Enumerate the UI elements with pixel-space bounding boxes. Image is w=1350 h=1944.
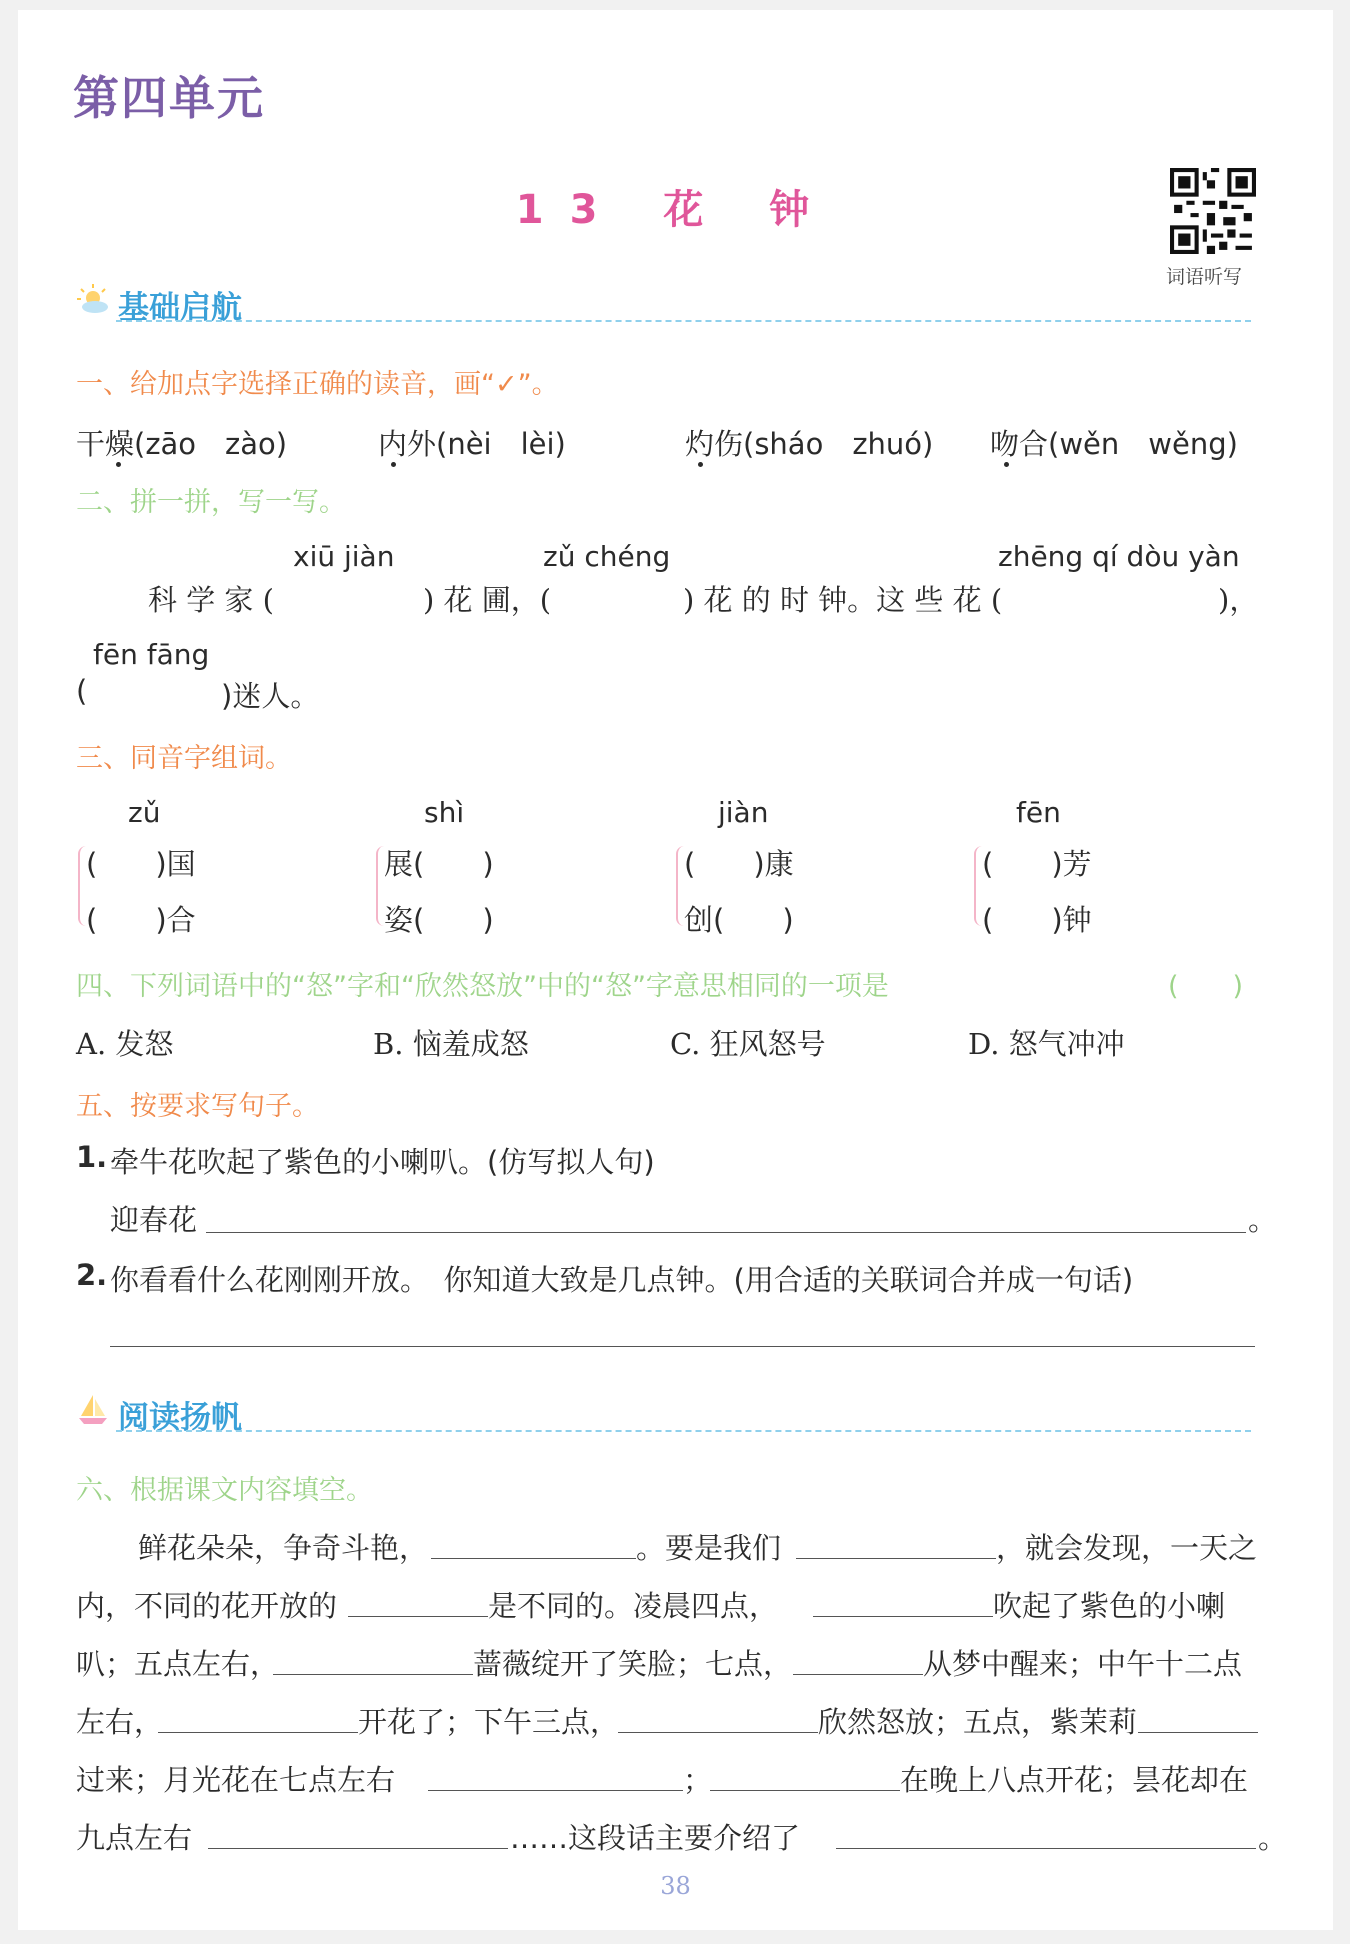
q4-option-d[interactable]: D. 怒气冲冲	[968, 1027, 1125, 1061]
blank-line[interactable]	[1138, 1732, 1258, 1733]
blank-line[interactable]	[208, 1848, 508, 1849]
q5-title: 五、按要求写句子。	[76, 1091, 319, 1122]
q6-line2-b: 是不同的。凌晨四点，	[488, 1589, 779, 1623]
q3-word-4a: ( )芳	[982, 847, 1092, 881]
q5-item-1-number: 1.	[76, 1140, 108, 1174]
q3-word-3a: ( )康	[684, 847, 794, 881]
q3-word-2a: 展( )	[384, 847, 494, 881]
unit-title: 第四单元	[73, 71, 265, 125]
q2-pinyin-2: zǔ chéng	[543, 540, 671, 573]
q4-option-b[interactable]: B. 恼羞成怒	[373, 1027, 529, 1061]
qr-label: 词语听写	[1166, 266, 1243, 288]
q3-word-1b: ( )合	[86, 903, 196, 937]
blank-line[interactable]	[428, 1790, 683, 1791]
q2-text-e: (	[76, 674, 88, 708]
q2-pinyin-3: zhēng qí dòu yàn	[998, 540, 1240, 573]
q2-pinyin-4: fēn fāng	[93, 638, 210, 671]
q6-line6-b: ……这段话主要介绍了	[510, 1821, 801, 1855]
answer-line[interactable]	[206, 1232, 1246, 1233]
answer-line[interactable]	[110, 1346, 1255, 1347]
q1-title: 一、给加点字选择正确的读音，画“✓”。	[76, 369, 559, 400]
q5-sentence-2: 你看看什么花刚刚开放。 你知道大致是几点钟。(用合适的关联词合并成一句话)	[110, 1263, 1134, 1297]
q6-line3-c: 从梦中醒来；中午十二点	[923, 1647, 1243, 1681]
sailboat-icon	[76, 1392, 110, 1426]
q6-line1-a: 鲜花朵朵，争奇斗艳，	[138, 1531, 429, 1565]
qr-code-icon[interactable]	[1170, 168, 1256, 254]
q1-item-4: 吻合(wěn wěng)	[990, 427, 1238, 461]
q6-line1-b: 。要是我们	[636, 1531, 782, 1565]
q3-pinyin-4: fēn	[1016, 796, 1061, 829]
q4-answer-paren[interactable]: ( )	[1168, 971, 1244, 1002]
section-divider	[116, 320, 1251, 322]
q6-line5-b: ；	[683, 1763, 713, 1797]
section-basic-heading: 基础启航	[118, 290, 242, 326]
q6-line3-b: 蔷薇绽开了笑脸；七点，	[473, 1647, 793, 1681]
blank-line[interactable]	[348, 1616, 488, 1617]
q6-line5-a: 过来；月光花在七点左右	[76, 1763, 396, 1797]
q6-line6-c: 。	[1258, 1821, 1288, 1855]
q6-line3-a: 叭；五点左右，	[76, 1647, 280, 1681]
q3-word-1a: ( )国	[86, 847, 196, 881]
blank-line[interactable]	[796, 1558, 996, 1559]
q6-line5-c: 在晚上八点开花；昙花却在	[900, 1763, 1249, 1797]
q6-line2-a: 内，不同的花开放的	[76, 1589, 338, 1623]
q1-item-2: 内外(nèi lèi)	[378, 427, 566, 461]
q5-item-2-number: 2.	[76, 1258, 108, 1292]
blank-line[interactable]	[813, 1616, 993, 1617]
q4-option-a[interactable]: A. 发怒	[76, 1027, 174, 1061]
worksheet-page	[18, 10, 1333, 1930]
blank-line[interactable]	[158, 1732, 358, 1733]
q1-item-3: 灼伤(sháo zhuó)	[685, 427, 934, 461]
q2-title: 二、拼一拼，写一写。	[76, 487, 346, 518]
q6-line1-c: ，就会发现，一天之	[996, 1531, 1258, 1565]
sun-cloud-icon	[76, 282, 110, 316]
blank-line[interactable]	[618, 1732, 818, 1733]
q5-sentence-1-prefix: 迎春花	[110, 1203, 198, 1237]
q2-text-f: )迷人。	[221, 679, 320, 713]
section-reading-heading: 阅读扬帆	[118, 1400, 242, 1436]
q6-line4-b: 开花了；下午三点，	[358, 1705, 620, 1739]
blank-line[interactable]	[836, 1848, 1256, 1849]
q2-pinyin-1: xiū jiàn	[293, 540, 395, 573]
q2-text-c: ) 花 的 时 钟。这 些 花 (	[683, 583, 1003, 617]
q2-text-b: ) 花 圃，(	[423, 583, 552, 617]
q6-line4-c: 欣然怒放；五点，紫茉莉	[818, 1705, 1138, 1739]
q3-title: 三、同音字组词。	[76, 743, 292, 774]
q2-text-a: 科 学 家 (	[148, 583, 274, 617]
q3-pinyin-1: zǔ	[128, 796, 161, 829]
q5-sentence-1-end: 。	[1248, 1203, 1278, 1237]
emphasis-dot	[116, 462, 121, 467]
q3-pinyin-2: shì	[424, 796, 465, 829]
q6-line2-c: 吹起了紫色的小喇	[993, 1589, 1226, 1623]
q5-sentence-1: 牵牛花吹起了紫色的小喇叭。(仿写拟人句)	[110, 1145, 655, 1179]
blank-line[interactable]	[710, 1790, 900, 1791]
emphasis-dot	[391, 462, 396, 467]
q6-line4-a: 左右，	[76, 1705, 164, 1739]
q3-word-2b: 姿( )	[384, 903, 494, 937]
q6-title: 六、根据课文内容填空。	[76, 1475, 373, 1506]
q3-word-3b: 创( )	[684, 903, 794, 937]
blank-line[interactable]	[431, 1558, 636, 1559]
emphasis-dot	[698, 462, 703, 467]
q3-pinyin-3: jiàn	[718, 796, 769, 829]
section-divider	[116, 1430, 1251, 1432]
page-number: 38	[660, 1872, 691, 1900]
lesson-title: 13 花 钟	[515, 187, 836, 233]
q4-option-c[interactable]: C. 狂风怒号	[670, 1027, 826, 1061]
blank-line[interactable]	[793, 1674, 923, 1675]
q1-item-1: 干燥(zāo zào)	[76, 427, 288, 461]
q3-word-4b: ( )钟	[982, 903, 1092, 937]
blank-line[interactable]	[273, 1674, 473, 1675]
q4-title: 四、下列词语中的“怒”字和“欣然怒放”中的“怒”字意思相同的一项是	[76, 971, 889, 1002]
q6-line6-a: 九点左右	[76, 1821, 193, 1855]
q2-text-d: )，	[1218, 583, 1259, 617]
emphasis-dot	[1004, 462, 1009, 467]
